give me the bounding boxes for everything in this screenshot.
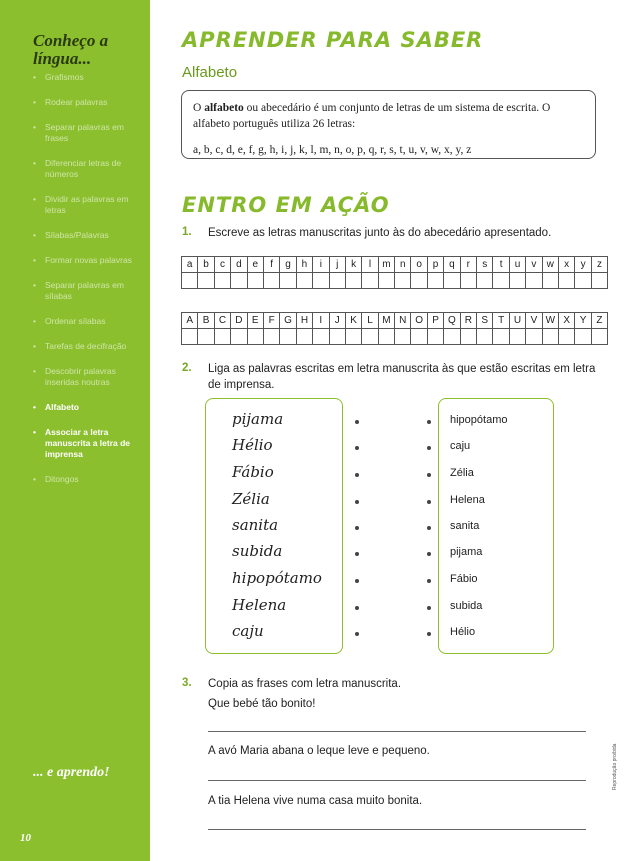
alphabet-letter-cell: R xyxy=(460,313,476,329)
handwriting-cell[interactable] xyxy=(493,273,509,289)
alphabet-letter-cell: y xyxy=(575,257,591,273)
handwriting-cell[interactable] xyxy=(247,273,263,289)
section-heading-entro: ENTRO EM AÇÃO xyxy=(182,193,390,217)
side-credit: Reprodução proibida xyxy=(612,743,618,790)
handwriting-cell[interactable] xyxy=(558,329,574,345)
alphabet-letter-cell: L xyxy=(362,313,378,329)
alphabet-letter-cell: d xyxy=(231,257,247,273)
handwriting-cell[interactable] xyxy=(509,329,525,345)
handwriting-cell[interactable] xyxy=(378,329,394,345)
sentence-2: A avó Maria abana o leque leve e pequeno. xyxy=(208,745,430,757)
alphabet-letter-cell: A xyxy=(182,313,198,329)
alphabet-letter-cell: G xyxy=(280,313,296,329)
handwriting-cell[interactable] xyxy=(182,329,198,345)
left-match-dot[interactable] xyxy=(355,473,359,477)
question-3-number: 3. xyxy=(182,677,192,689)
cursive-word: hipopótamo xyxy=(232,569,322,587)
handwriting-cell[interactable] xyxy=(460,273,476,289)
handwriting-cell[interactable] xyxy=(214,273,230,289)
print-word: caju xyxy=(450,440,471,452)
alphabet-letter-cell: i xyxy=(313,257,329,273)
left-match-dot[interactable] xyxy=(355,446,359,450)
handwriting-cell[interactable] xyxy=(460,329,476,345)
question-2-text: Liga as palavras escritas em letra manuscrita às que estão escritas em letra de imprensa. xyxy=(208,363,596,391)
handwriting-cell[interactable] xyxy=(558,273,574,289)
sidebar-title-line2: língua... xyxy=(33,49,92,68)
print-word: Hélio xyxy=(450,626,476,638)
handwriting-cell[interactable] xyxy=(362,329,378,345)
alphabet-letter-cell: J xyxy=(329,313,345,329)
alphabet-letter-cell: U xyxy=(509,313,525,329)
handwriting-cell[interactable] xyxy=(247,329,263,345)
handwriting-cell[interactable] xyxy=(296,273,312,289)
handwriting-cell[interactable] xyxy=(395,273,411,289)
print-word: Zélia xyxy=(450,467,474,479)
print-word: subida xyxy=(450,600,483,612)
handwriting-cell[interactable] xyxy=(263,329,279,345)
alphabet-letter-cell: M xyxy=(378,313,394,329)
writing-line-2[interactable] xyxy=(208,780,586,781)
alphabet-letter-cell: S xyxy=(477,313,493,329)
left-match-dot[interactable] xyxy=(355,420,359,424)
alphabet-letter-cell: x xyxy=(558,257,574,273)
handwriting-cell[interactable] xyxy=(444,329,460,345)
handwriting-cell[interactable] xyxy=(198,273,214,289)
cursive-word: Helena xyxy=(232,596,287,614)
handwriting-cell[interactable] xyxy=(345,329,361,345)
alphabet-letter-cell: H xyxy=(296,313,312,329)
handwriting-cell[interactable] xyxy=(575,329,591,345)
alphabet-letter-cell: n xyxy=(395,257,411,273)
handwriting-cell[interactable] xyxy=(345,273,361,289)
sidebar-item: • Grafismos xyxy=(33,72,145,83)
handwriting-cell[interactable] xyxy=(329,329,345,345)
handwriting-cell[interactable] xyxy=(263,273,279,289)
handwriting-cell[interactable] xyxy=(362,273,378,289)
alphabet-letter-cell: l xyxy=(362,257,378,273)
alphabet-letter-cell: a xyxy=(182,257,198,273)
question-1-text: Escreve as letras manuscritas junto às do abecedário apresentado. xyxy=(208,227,552,239)
alphabet-letter-cell: z xyxy=(591,257,607,273)
sidebar-item: • Separar palavras em sílabas xyxy=(33,280,145,302)
print-word: hipopótamo xyxy=(450,414,508,426)
handwriting-cell[interactable] xyxy=(231,329,247,345)
writing-line-3[interactable] xyxy=(208,829,586,830)
cursive-word: pijama xyxy=(232,410,284,428)
lowercase-alphabet-table xyxy=(181,256,608,289)
handwriting-cell[interactable] xyxy=(280,329,296,345)
sidebar-topic-list xyxy=(33,72,145,499)
question-3-text: Copia as frases com letra manuscrita. xyxy=(208,678,402,690)
lowercase-write-row xyxy=(182,273,608,289)
alphabet-letter-cell: t xyxy=(493,257,509,273)
right-match-dot[interactable] xyxy=(427,632,431,636)
alphabet-letter-cell: F xyxy=(263,313,279,329)
sidebar-item: • Ditongos xyxy=(33,474,145,485)
handwriting-cell[interactable] xyxy=(526,273,542,289)
handwriting-cell[interactable] xyxy=(427,329,443,345)
section-heading-aprender: APRENDER PARA SABER xyxy=(182,28,484,52)
alphabet-letter-cell: Q xyxy=(444,313,460,329)
handwriting-cell[interactable] xyxy=(591,329,607,345)
print-word: Fábio xyxy=(450,573,478,585)
alphabet-letter-cell: K xyxy=(345,313,361,329)
alphabet-letter-cell: X xyxy=(558,313,574,329)
question-2-number: 2. xyxy=(182,362,192,374)
handwriting-cell[interactable] xyxy=(378,273,394,289)
cursive-word: sanita xyxy=(232,516,279,534)
handwriting-cell[interactable] xyxy=(395,329,411,345)
alphabet-letter-cell: j xyxy=(329,257,345,273)
handwriting-cell[interactable] xyxy=(509,273,525,289)
right-match-dot[interactable] xyxy=(427,420,431,424)
definition-post: ou abecedário é um conjunto de letras de um sistema de escrita. O alfabeto português utiliza 26 letras: xyxy=(193,102,551,130)
alphabet-letter-cell: E xyxy=(247,313,263,329)
handwriting-cell[interactable] xyxy=(542,273,558,289)
right-match-dot[interactable] xyxy=(427,606,431,610)
sidebar-item: • Diferenciar letras de números xyxy=(33,158,145,180)
handwriting-cell[interactable] xyxy=(231,273,247,289)
handwriting-cell[interactable] xyxy=(296,329,312,345)
sidebar-item: • Dividir as palavras em letras xyxy=(33,194,145,216)
definition-term: alfabeto xyxy=(204,102,244,114)
cursive-word: caju xyxy=(232,622,264,640)
left-match-dot[interactable] xyxy=(355,500,359,504)
alphabet-letter-cell: O xyxy=(411,313,427,329)
right-match-dot[interactable] xyxy=(427,473,431,477)
handwriting-cell[interactable] xyxy=(477,329,493,345)
alphabet-letter-cell: v xyxy=(526,257,542,273)
handwriting-cell[interactable] xyxy=(182,273,198,289)
alphabet-letter-cell: w xyxy=(542,257,558,273)
alphabet-letter-cell: Y xyxy=(575,313,591,329)
cursive-word: subida xyxy=(232,542,283,560)
alphabet-letter-cell: Z xyxy=(591,313,607,329)
handwriting-cell[interactable] xyxy=(575,273,591,289)
alphabet-letter-cell: u xyxy=(509,257,525,273)
handwriting-cell[interactable] xyxy=(526,329,542,345)
right-match-dot[interactable] xyxy=(427,526,431,530)
cursive-word: Fábio xyxy=(232,463,274,481)
left-match-dot[interactable] xyxy=(355,632,359,636)
alphabet-letter-cell: T xyxy=(493,313,509,329)
uppercase-write-row xyxy=(182,329,608,345)
sidebar-title-line1: Conheço a xyxy=(33,31,109,50)
alphabet-letters: a, b, c, d, e, f, g, h, i, j, k, l, m, n, o, p, q, r, s, t, u, v, w, x, y, z xyxy=(193,144,472,156)
sidebar-item: • Tarefas de decifração xyxy=(33,341,145,352)
sidebar-item: • Separar palavras em frases xyxy=(33,122,145,144)
handwriting-cell[interactable] xyxy=(411,329,427,345)
right-match-dot[interactable] xyxy=(427,552,431,556)
alphabet-letter-cell: s xyxy=(477,257,493,273)
page-number: 10 xyxy=(20,832,31,844)
alphabet-letter-cell: P xyxy=(427,313,443,329)
left-match-dot[interactable] xyxy=(355,579,359,583)
handwriting-cell[interactable] xyxy=(313,273,329,289)
left-match-dot[interactable] xyxy=(355,552,359,556)
sidebar-item: • Associar a letra manuscrita a letra de imprensa xyxy=(33,427,145,460)
alphabet-letter-cell: p xyxy=(427,257,443,273)
writing-line-1[interactable] xyxy=(208,731,586,732)
handwriting-cell[interactable] xyxy=(493,329,509,345)
print-word: sanita xyxy=(450,520,480,532)
alphabet-letter-cell: B xyxy=(198,313,214,329)
sidebar-footer: ... e aprendo! xyxy=(33,765,110,780)
handwriting-cell[interactable] xyxy=(411,273,427,289)
alphabet-letter-cell: k xyxy=(345,257,361,273)
lowercase-print-row xyxy=(182,257,608,273)
question-1-number: 1. xyxy=(182,226,192,238)
uppercase-alphabet-table xyxy=(181,312,608,345)
sidebar-item: • Rodear palavras xyxy=(33,97,145,108)
alphabet-letter-cell: N xyxy=(395,313,411,329)
definition-pre: O xyxy=(193,102,205,114)
sidebar-item: • Ordenar sílabas xyxy=(33,316,145,327)
sidebar-title xyxy=(33,32,143,68)
handwriting-cell[interactable] xyxy=(198,329,214,345)
sidebar-item: • Sílabas/Palavras xyxy=(33,230,145,241)
handwriting-cell[interactable] xyxy=(214,329,230,345)
print-word: pijama xyxy=(450,546,483,558)
alphabet-letter-cell: f xyxy=(263,257,279,273)
definition-box xyxy=(181,90,596,159)
handwriting-cell[interactable] xyxy=(329,273,345,289)
uppercase-print-row xyxy=(182,313,608,329)
handwriting-cell[interactable] xyxy=(427,273,443,289)
alphabet-letter-cell: V xyxy=(526,313,542,329)
alphabet-letter-cell: h xyxy=(296,257,312,273)
alphabet-letter-cell: m xyxy=(378,257,394,273)
alphabet-letter-cell: C xyxy=(214,313,230,329)
alphabet-letter-cell: q xyxy=(444,257,460,273)
left-match-dot[interactable] xyxy=(355,606,359,610)
alphabet-letter-cell: c xyxy=(214,257,230,273)
cursive-word: Hélio xyxy=(232,436,273,454)
right-match-dot[interactable] xyxy=(427,579,431,583)
print-word: Helena xyxy=(450,494,485,506)
alphabet-letter-cell: e xyxy=(247,257,263,273)
sidebar-item: • Formar novas palavras xyxy=(33,255,145,266)
alphabet-letter-cell: I xyxy=(313,313,329,329)
sidebar-item: • Descobrir palavras inseridas noutras xyxy=(33,366,145,388)
handwriting-cell[interactable] xyxy=(542,329,558,345)
handwriting-cell[interactable] xyxy=(313,329,329,345)
sidebar-item: • Alfabeto xyxy=(33,402,145,413)
alphabet-letter-cell: o xyxy=(411,257,427,273)
alphabet-letter-cell: r xyxy=(460,257,476,273)
sidebar xyxy=(0,0,150,861)
handwriting-cell[interactable] xyxy=(591,273,607,289)
section-subheading: Alfabeto xyxy=(182,64,238,81)
alphabet-letter-cell: g xyxy=(280,257,296,273)
alphabet-letter-cell: D xyxy=(231,313,247,329)
left-match-dot[interactable] xyxy=(355,526,359,530)
definition-text xyxy=(193,100,584,132)
sentence-1: Que bebé tão bonito! xyxy=(208,698,316,710)
handwriting-cell[interactable] xyxy=(444,273,460,289)
right-match-dot[interactable] xyxy=(427,446,431,450)
alphabet-letter-cell: W xyxy=(542,313,558,329)
handwriting-cell[interactable] xyxy=(280,273,296,289)
alphabet-letter-cell: b xyxy=(198,257,214,273)
right-match-dot[interactable] xyxy=(427,500,431,504)
handwriting-cell[interactable] xyxy=(477,273,493,289)
cursive-word: Zélia xyxy=(232,490,270,508)
sentence-3: A tia Helena vive numa casa muito bonita. xyxy=(208,795,423,807)
